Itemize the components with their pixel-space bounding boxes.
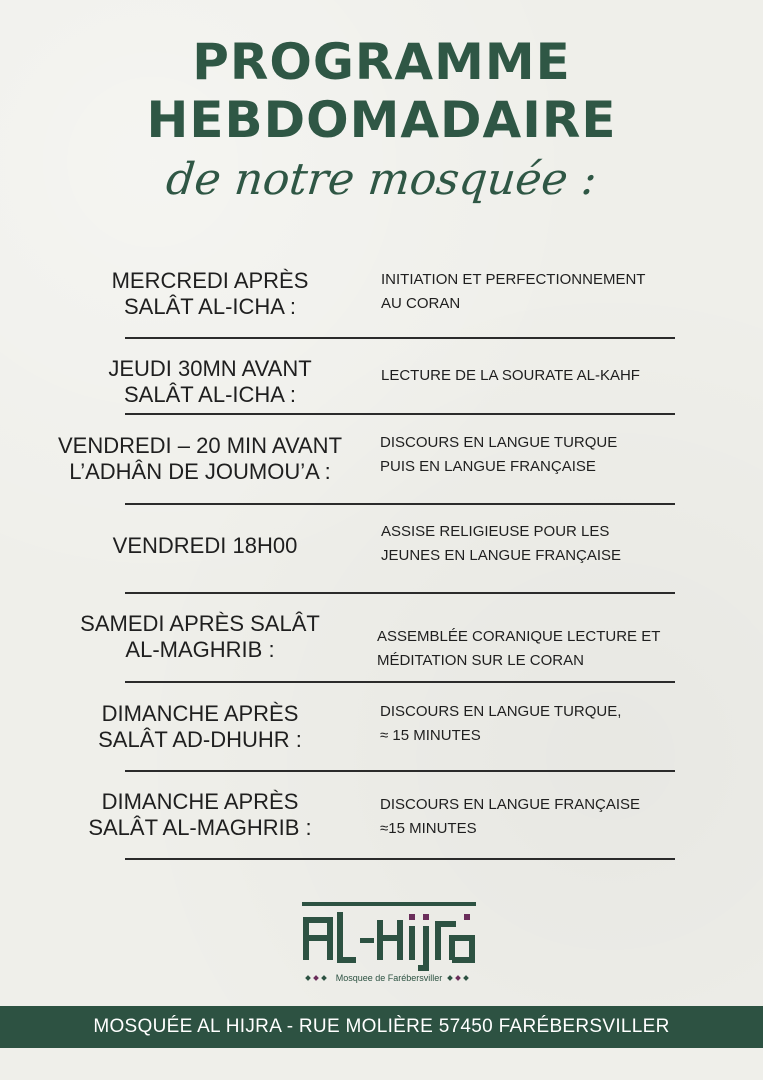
schedule-what-2: LECTURE DE LA SOURATE AL-KAHF [381,367,640,384]
schedule-when-6: DIMANCHE APRÈS SALÂT AD-DHUHR : [98,701,302,752]
schedule-what-6: DISCOURS EN LANGUE TURQUE, ≈ 15 MINUTES [380,703,622,744]
separator-3 [125,503,675,505]
subtitle: de notre mosquée : [163,154,600,205]
schedule-when-3: VENDREDI – 20 MIN AVANT L’ADHÂN DE JOUMOU’A : [57,433,343,484]
schedule-what-3: DISCOURS EN LANGUE TURQUE PUIS EN LANGUE FRANÇAISE [380,434,618,475]
schedule-when-4: VENDREDI 18H00 [112,533,298,558]
footer-address: MOSQUÉE AL HIJRA - RUE MOLIÈRE 57450 FARÉBERSVILLER [0,1006,763,1048]
separator-2 [125,413,675,415]
schedule-when-2: JEUDI 30MN AVANT SALÂT AL-ICHA : [108,356,312,407]
separator-7 [125,858,675,860]
title-line-2: HEBDOMADAIRE [146,91,617,149]
al-hijra-logo [300,898,478,990]
separator-5 [125,681,675,683]
schedule-what-1: INITIATION ET PERFECTIONNEMENT AU CORAN [381,271,646,312]
bottom-margin [0,1048,763,1080]
schedule-when-5: SAMEDI APRÈS SALÂT AL-MAGHRIB : [80,611,320,662]
schedule-what-5: ASSEMBLÉE CORANIQUE LECTURE ET MÉDITATION SUR LE CORAN [377,628,661,669]
schedule-when-7: DIMANCHE APRÈS SALÂT AL-MAGHRIB : [88,789,312,840]
separator-4 [125,592,675,594]
schedule-when-1: MERCREDI APRÈS SALÂT AL-ICHA : [111,268,309,319]
logo-tagline: Mosquee de Farébersviller [335,973,443,983]
schedule-what-7: DISCOURS EN LANGUE FRANÇAISE ≈15 MINUTES [380,796,641,837]
title-line-1: PROGRAMME [192,33,571,91]
separator-1 [125,337,675,339]
separator-6 [125,770,675,772]
schedule-what-4: ASSISE RELIGIEUSE POUR LES JEUNES EN LANGUE FRANÇAISE [381,523,622,564]
